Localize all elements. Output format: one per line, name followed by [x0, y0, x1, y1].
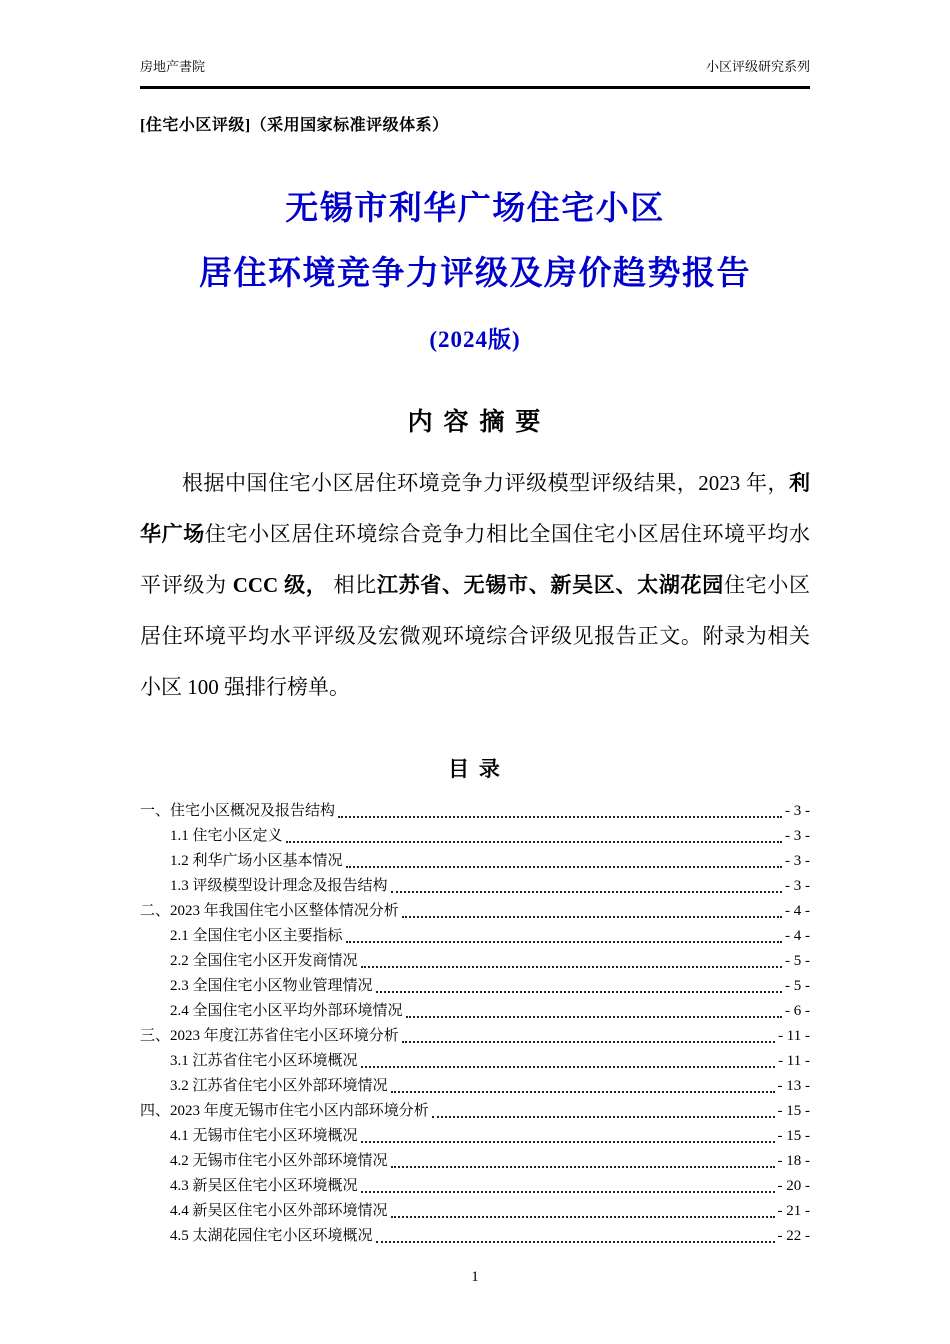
toc-entry: [140, 1199, 810, 1224]
toc-entry-title: 4.3 新吴区住宅小区环境概况: [170, 1178, 358, 1194]
toc-entry: [140, 949, 810, 974]
doc-subtitle: [住宅小区评级]（采用国家标准评级体系）: [140, 117, 449, 134]
toc-entry-page: - 20 -: [777, 1178, 810, 1194]
toc-entry-title: 4.2 无锡市住宅小区外部环境情况: [170, 1153, 388, 1169]
header-right-text: 小区评级研究系列: [705, 59, 810, 74]
toc-entry-title: 3.1 江苏省住宅小区环境概况: [170, 1053, 358, 1069]
toc-dot-leader: [361, 1066, 776, 1068]
toc-entry-page: - 4 -: [785, 928, 810, 944]
abstract-segment: 相比: [327, 573, 377, 597]
toc-entry: [140, 974, 810, 999]
toc-entry: [140, 849, 810, 874]
toc-entry: [140, 999, 810, 1024]
abstract-segment-bold: CCC 级，: [232, 573, 328, 597]
toc-entry-page: - 11 -: [778, 1053, 810, 1069]
toc-entry: [140, 1174, 810, 1199]
abstract-segment: 根据中国住宅小区居住环境竞争力评级模型评级结果，2023 年，: [182, 471, 789, 495]
abstract-paragraph: [140, 458, 810, 713]
toc-entry-title: 2.1 全国住宅小区主要指标: [170, 928, 343, 944]
toc-entry-title: 4.5 太湖花园住宅小区环境概况: [170, 1228, 373, 1244]
toc-dot-leader: [391, 1091, 775, 1093]
toc-dot-leader: [338, 816, 782, 818]
toc-entry: [140, 899, 810, 924]
toc-dot-leader: [376, 991, 782, 993]
toc-heading: 目 录: [448, 758, 502, 781]
toc-entry-title: 1.2 利华广场小区基本情况: [170, 853, 343, 869]
toc-entry: [140, 1149, 810, 1174]
toc-entry-page: - 4 -: [785, 903, 810, 919]
toc-entry: [140, 924, 810, 949]
toc-entry-title: 2.3 全国住宅小区物业管理情况: [170, 978, 373, 994]
toc-entry: [140, 1099, 810, 1124]
toc-dot-leader: [376, 1241, 775, 1243]
toc-entry: [140, 1124, 810, 1149]
toc-dot-leader: [391, 1216, 775, 1218]
abstract-heading: 内 容 摘 要: [407, 408, 543, 436]
toc-entry-page: - 15 -: [777, 1103, 810, 1119]
report-title-block: [140, 189, 810, 354]
toc-entry-page: - 13 -: [777, 1078, 810, 1094]
toc-dot-leader: [402, 916, 782, 918]
toc-entry-page: - 18 -: [777, 1153, 810, 1169]
toc-dot-leader: [406, 1016, 782, 1018]
abstract-segment-bold: 利华广场: [140, 471, 810, 546]
toc-entry-title: 三、2023 年度江苏省住宅小区环境分析: [140, 1028, 399, 1044]
toc-dot-leader: [391, 1166, 775, 1168]
report-edition: (2024版): [429, 327, 521, 352]
toc-dot-leader: [361, 1191, 775, 1193]
toc-entry-page: - 15 -: [777, 1128, 810, 1144]
toc-entry-title: 1.1 住宅小区定义: [170, 828, 283, 844]
toc-entry-page: - 11 -: [778, 1028, 810, 1044]
toc-dot-leader: [432, 1116, 775, 1118]
toc-dot-leader: [286, 841, 782, 843]
toc-entry: [140, 1049, 810, 1074]
toc-entry-page: - 6 -: [785, 1003, 810, 1019]
toc-entry-title: 二、2023 年我国住宅小区整体情况分析: [140, 903, 399, 919]
toc-entry-title: 4.4 新吴区住宅小区外部环境情况: [170, 1203, 388, 1219]
toc-entry: [140, 1224, 810, 1249]
toc-entry-page: - 5 -: [785, 978, 810, 994]
toc-entry-page: - 3 -: [785, 803, 810, 819]
page-header: [140, 56, 810, 89]
toc-entry: [140, 874, 810, 899]
toc-entry: [140, 799, 810, 824]
toc-dot-leader: [346, 866, 782, 868]
toc-entry-title: 1.3 评级模型设计理念及报告结构: [170, 878, 388, 894]
toc-dot-leader: [391, 891, 782, 893]
toc-entry-title: 2.2 全国住宅小区开发商情况: [170, 953, 358, 969]
toc-dot-leader: [346, 941, 782, 943]
toc-entry-title: 4.1 无锡市住宅小区环境概况: [170, 1128, 358, 1144]
toc-entry: [140, 824, 810, 849]
toc-entry-page: - 3 -: [785, 878, 810, 894]
toc-entry-title: 2.4 全国住宅小区平均外部环境情况: [170, 1003, 403, 1019]
abstract-segment: 住宅小区居住环境综合竞争力相比全国住宅小区居住环境平均水平评级为: [140, 522, 811, 597]
toc-entry-page: - 3 -: [785, 828, 810, 844]
toc-entry-title: 3.2 江苏省住宅小区外部环境情况: [170, 1078, 388, 1094]
toc-entry-page: - 3 -: [785, 853, 810, 869]
toc-entry: [140, 1024, 810, 1049]
header-left-text: 房地产書院: [140, 59, 206, 74]
report-title-line2: 居住环境竞争力评级及房价趋势报告: [199, 256, 751, 292]
abstract-segment: 住宅小区居住环境平均水平评级及宏微观环境综合评级见报告正文。附录为相关小区 100 强排行榜单。: [140, 573, 811, 699]
toc-entry-title: 四、2023 年度无锡市住宅小区内部环境分析: [140, 1103, 429, 1119]
abstract-segment-bold: 江苏省、无锡市、新吴区、太湖花园: [376, 573, 724, 597]
toc-list: [140, 799, 810, 1249]
page-number: 1: [471, 1269, 479, 1285]
toc-dot-leader: [361, 966, 782, 968]
toc-entry-page: - 21 -: [777, 1203, 810, 1219]
toc-dot-leader: [402, 1041, 775, 1043]
toc-entry-page: - 22 -: [777, 1228, 810, 1244]
toc-entry-page: - 5 -: [785, 953, 810, 969]
toc-entry-title: 一、住宅小区概况及报告结构: [140, 803, 336, 819]
report-title-line1: 无锡市利华广场住宅小区: [285, 191, 665, 227]
toc-dot-leader: [361, 1141, 775, 1143]
toc-entry: [140, 1074, 810, 1099]
